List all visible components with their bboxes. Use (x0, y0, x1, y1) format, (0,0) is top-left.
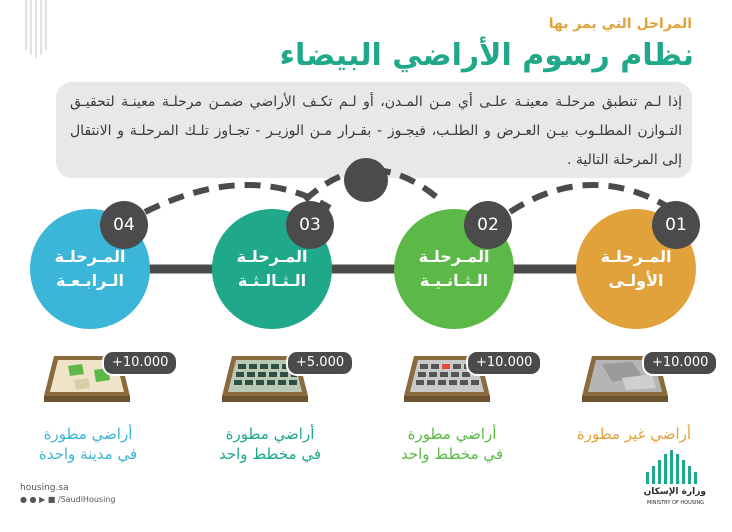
ministry-name: وزارة الإسكان (643, 487, 706, 497)
stage-3-label: المـرحلـة الـثـالـثـة (236, 247, 308, 290)
stage-1-number: 01 (652, 201, 700, 249)
stage-3-caption: أراضي مطورة في مخطط واحد (218, 425, 322, 463)
stage-1-label: المـرحلـة الأولـى (600, 247, 672, 290)
stage-4-caption: أراضي مطورة في مدينة واحدة (38, 425, 138, 463)
facebook-icon: ● (29, 495, 37, 504)
decorative-lines-icon (22, 0, 52, 60)
note-text: إذا لـم تنطبق مرحلـة معينـة علـى أي مـن المـدن، أو لـم تكـف الأراضي ضمـن مرحلـة معينـة لتحقيـق التـوازن المطلـوب بيـن العـرض و الطلـب، فيجـوز - بقـرار مـن الوزيـر - تجـاوز تلـك المرحلـة و الانتقال إلى المرحلة التالية . (70, 94, 682, 168)
footer-website[interactable]: housing.sa (20, 483, 69, 493)
social-handle: /SaudiHousing (57, 495, 116, 504)
stage-3-fee: +5.000 (286, 350, 354, 376)
ministry-logo-icon (638, 450, 708, 516)
stage-2-caption: أراضي مطورة في مخطط واحد (400, 425, 504, 463)
stage-2-number: 02 (464, 201, 512, 249)
ministry-name-en: MINISTRY OF HOUSING (646, 500, 704, 506)
page-title: نظام رسوم الأراضي البيضاء (279, 38, 694, 73)
youtube-icon: ▶ (39, 495, 46, 504)
stage-4-number: 04 (100, 201, 148, 249)
twitter-icon: ● (20, 495, 27, 504)
stage-4-label: المـرحلـة الـرابـعـة (54, 247, 126, 290)
footer-social (20, 495, 115, 504)
stage-3-number: 03 (286, 201, 334, 249)
stage-2-label: المـرحلـة الـثـانـيـة (418, 247, 490, 290)
stage-4-fee: +10.000 (102, 350, 178, 376)
stage-1-caption: أراضي غير مطورة (576, 425, 692, 443)
stage-2-fee: +10.000 (466, 350, 542, 376)
instagram-icon: ■ (47, 495, 56, 504)
header-kicker: المراحل التي يمر بها (548, 16, 692, 32)
stage-1-fee: +10.000 (642, 350, 718, 376)
